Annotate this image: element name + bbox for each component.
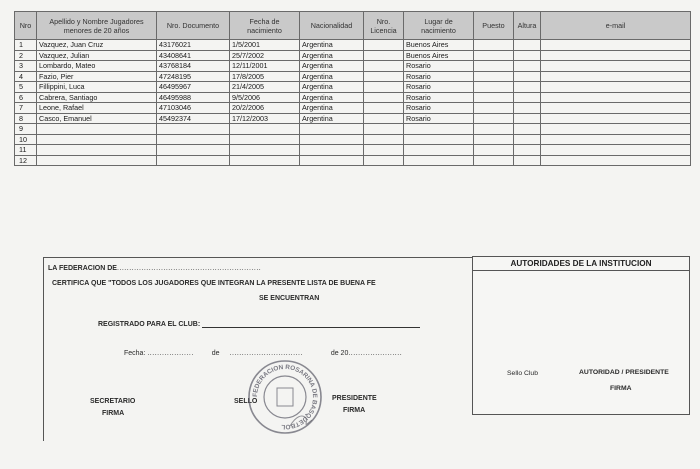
date-label: Fecha: xyxy=(124,350,146,357)
header-name: Apellido y Nombre Jugadores menores de 20 años xyxy=(37,12,157,40)
header-nro: Nro xyxy=(15,12,37,40)
cell-height xyxy=(514,134,541,145)
cell-email xyxy=(541,40,691,51)
cell-birthplace: Rosario xyxy=(404,71,474,82)
club-line xyxy=(98,321,420,328)
cell-height xyxy=(514,145,541,156)
certification-statement-2: SE ENCUENTRAN xyxy=(259,295,320,302)
cell-nationality: Argentina xyxy=(300,92,364,103)
cell-position xyxy=(474,124,514,135)
cell-nro: 1 xyxy=(15,40,37,51)
cell-birthdate: 17/8/2005 xyxy=(230,71,300,82)
club-field xyxy=(202,327,420,328)
secretary-label: SECRETARIO xyxy=(90,398,136,405)
cell-document: 47248195 xyxy=(157,71,230,82)
cell-height xyxy=(514,40,541,51)
cell-license xyxy=(364,113,404,124)
cell-nationality xyxy=(300,124,364,135)
cell-nationality: Argentina xyxy=(300,50,364,61)
cell-height xyxy=(514,50,541,61)
table-row xyxy=(15,71,691,82)
cell-nro: 10 xyxy=(15,134,37,145)
cell-nro: 9 xyxy=(15,124,37,135)
cell-birthdate xyxy=(230,134,300,145)
authorities-title: AUTORIDADES DE LA INSTITUCION xyxy=(473,257,689,271)
cell-email xyxy=(541,155,691,166)
cell-license xyxy=(364,124,404,135)
cell-birthplace xyxy=(404,155,474,166)
cell-position xyxy=(474,103,514,114)
federation-stamp xyxy=(246,358,324,436)
cell-name: Casco, Emanuel xyxy=(37,113,157,124)
cell-name xyxy=(37,124,157,135)
cell-nro: 11 xyxy=(15,145,37,156)
cell-position xyxy=(474,61,514,72)
table-row xyxy=(15,155,691,166)
certification-statement: CERTIFICA QUE "TODOS LOS JUGADORES QUE INTEGRAN LA PRESENTE LISTA DE BUENA FE xyxy=(52,280,376,287)
date-day-dots: ................... xyxy=(147,350,194,357)
authority-signature: FIRMA xyxy=(610,385,632,392)
cell-position xyxy=(474,134,514,145)
cell-name: Leone, Rafael xyxy=(37,103,157,114)
cell-license xyxy=(364,155,404,166)
cell-document: 43768184 xyxy=(157,61,230,72)
cell-nationality: Argentina xyxy=(300,113,364,124)
cell-position xyxy=(474,113,514,124)
cell-birthplace xyxy=(404,134,474,145)
cell-document: 43408641 xyxy=(157,50,230,61)
cell-document: 46495967 xyxy=(157,82,230,93)
stamp-text: FEDERACION ROSARINA DE BASQUETBOL xyxy=(251,363,319,431)
cell-birthplace: Rosario xyxy=(404,92,474,103)
cell-document: 45492374 xyxy=(157,113,230,124)
cell-birthdate: 25/7/2002 xyxy=(230,50,300,61)
cell-birthdate: 9/5/2006 xyxy=(230,92,300,103)
cell-email xyxy=(541,92,691,103)
cell-nro: 12 xyxy=(15,155,37,166)
table-row xyxy=(15,124,691,135)
cell-email xyxy=(541,82,691,93)
table-row xyxy=(15,50,691,61)
table-row xyxy=(15,103,691,114)
cell-email xyxy=(541,134,691,145)
cell-position xyxy=(474,92,514,103)
cell-email xyxy=(541,50,691,61)
cell-position xyxy=(474,145,514,156)
president-label: PRESIDENTE xyxy=(332,395,377,402)
cell-nationality xyxy=(300,134,364,145)
cell-email xyxy=(541,103,691,114)
cell-height xyxy=(514,124,541,135)
cell-height xyxy=(514,103,541,114)
header-position: Puesto xyxy=(474,12,514,40)
cell-document: 43176021 xyxy=(157,40,230,51)
cell-position xyxy=(474,50,514,61)
club-label: REGISTRADO PARA EL CLUB: xyxy=(98,321,201,328)
cell-nationality: Argentina xyxy=(300,82,364,93)
cell-birthdate: 20/2/2006 xyxy=(230,103,300,114)
cell-birthplace: Rosario xyxy=(404,113,474,124)
cell-birthdate xyxy=(230,145,300,156)
table-row xyxy=(15,61,691,72)
cell-document: 47103046 xyxy=(157,103,230,114)
cell-name: Lombardo, Mateo xyxy=(37,61,157,72)
cell-nationality xyxy=(300,155,364,166)
table-row xyxy=(15,134,691,145)
cell-height xyxy=(514,113,541,124)
cell-birthdate: 21/4/2005 xyxy=(230,82,300,93)
cell-email xyxy=(541,113,691,124)
cell-height xyxy=(514,61,541,72)
cell-document xyxy=(157,134,230,145)
cell-birthplace: Rosario xyxy=(404,103,474,114)
cell-nationality xyxy=(300,145,364,156)
president-signature: FIRMA xyxy=(343,407,366,414)
cell-nro: 8 xyxy=(15,113,37,124)
header-birthdate: Fecha de nacimiento xyxy=(230,12,300,40)
cell-nationality: Argentina xyxy=(300,71,364,82)
cell-name: Fillippini, Luca xyxy=(37,82,157,93)
cell-position xyxy=(474,71,514,82)
cell-nro: 4 xyxy=(15,71,37,82)
table-row xyxy=(15,40,691,51)
cell-birthdate: 17/12/2003 xyxy=(230,113,300,124)
cell-birthplace xyxy=(404,124,474,135)
cell-nro: 7 xyxy=(15,103,37,114)
cell-birthdate: 12/11/2001 xyxy=(230,61,300,72)
cell-height xyxy=(514,155,541,166)
cell-birthplace xyxy=(404,145,474,156)
cell-nationality: Argentina xyxy=(300,103,364,114)
date-line xyxy=(124,350,402,357)
table-row xyxy=(15,145,691,156)
cell-license xyxy=(364,40,404,51)
cell-license xyxy=(364,61,404,72)
cell-birthplace: Rosario xyxy=(404,82,474,93)
cell-nro: 6 xyxy=(15,92,37,103)
cell-document xyxy=(157,155,230,166)
cell-name: Cabrera, Santiago xyxy=(37,92,157,103)
cell-birthdate xyxy=(230,124,300,135)
header-nationality: Nacionalidad xyxy=(300,12,364,40)
header-birthplace: Lugar de nacimiento xyxy=(404,12,474,40)
secretary-signature: FIRMA xyxy=(102,410,125,417)
cell-name: Fazio, Pier xyxy=(37,71,157,82)
cell-position xyxy=(474,155,514,166)
cell-license xyxy=(364,145,404,156)
seal-label: SELLO xyxy=(234,398,258,405)
authority-label: AUTORIDAD / PRESIDENTE xyxy=(579,369,669,376)
table-row xyxy=(15,113,691,124)
cell-license xyxy=(364,134,404,145)
federation-label: LA FEDERACION DE xyxy=(48,265,117,272)
date-year-label: de 20 xyxy=(330,350,349,357)
authorities-box xyxy=(472,256,690,415)
table-header-row xyxy=(15,12,691,40)
cell-license xyxy=(364,71,404,82)
cell-position xyxy=(474,82,514,93)
cell-email xyxy=(541,71,691,82)
cell-birthdate: 1/5/2001 xyxy=(230,40,300,51)
cell-birthplace: Rosario xyxy=(404,61,474,72)
federation-dots: ........................................................... xyxy=(116,265,262,272)
club-seal-label: Sello Club xyxy=(507,370,538,377)
cell-document: 46495988 xyxy=(157,92,230,103)
header-license: Nro. Licencia xyxy=(364,12,404,40)
header-email: e-mail xyxy=(541,12,691,40)
date-year-dots: ...................... xyxy=(348,350,403,357)
cell-document xyxy=(157,124,230,135)
cell-license xyxy=(364,103,404,114)
roster-table xyxy=(14,11,691,166)
cell-name xyxy=(37,134,157,145)
cell-birthplace: Buenos Aires xyxy=(404,40,474,51)
date-month-dots: .............................. xyxy=(229,350,303,357)
cell-license xyxy=(364,92,404,103)
cell-document xyxy=(157,145,230,156)
cell-birthdate xyxy=(230,155,300,166)
cell-name xyxy=(37,155,157,166)
cell-name: Vazquez, Juan Cruz xyxy=(37,40,157,51)
cell-nationality: Argentina xyxy=(300,40,364,51)
cell-height xyxy=(514,82,541,93)
cell-position xyxy=(474,40,514,51)
cell-email xyxy=(541,61,691,72)
svg-text:FEDERACION ROSARINA DE BASQUET xyxy=(252,364,318,430)
header-height: Altura xyxy=(514,12,541,40)
cell-nro: 3 xyxy=(15,61,37,72)
table-row xyxy=(15,92,691,103)
header-document: Nro. Documento xyxy=(157,12,230,40)
date-de-label: de xyxy=(211,350,220,357)
cell-height xyxy=(514,71,541,82)
federation-line xyxy=(48,265,261,272)
cell-birthplace: Buenos Aires xyxy=(404,50,474,61)
cell-license xyxy=(364,50,404,61)
cell-name: Vazquez, Julian xyxy=(37,50,157,61)
cell-name xyxy=(37,145,157,156)
cell-nro: 2 xyxy=(15,50,37,61)
cell-email xyxy=(541,145,691,156)
cell-license xyxy=(364,82,404,93)
cell-email xyxy=(541,124,691,135)
cell-nro: 5 xyxy=(15,82,37,93)
cell-nationality: Argentina xyxy=(300,61,364,72)
cell-height xyxy=(514,92,541,103)
table-row xyxy=(15,82,691,93)
